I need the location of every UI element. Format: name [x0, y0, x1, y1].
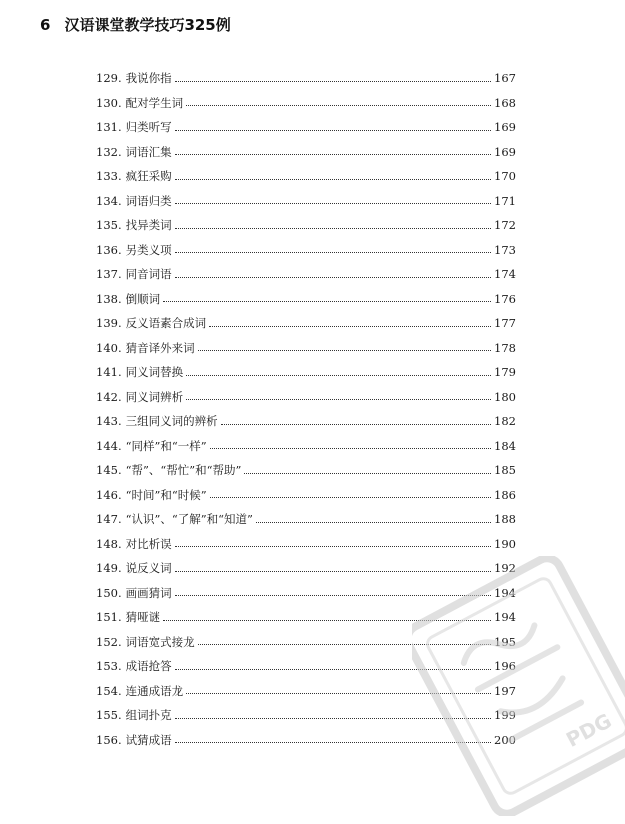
toc-entry — [96, 532, 516, 557]
toc-entry — [96, 262, 516, 287]
toc-entry-title: 同义词辨析 — [125, 389, 184, 404]
toc-dot-leader — [175, 203, 491, 204]
toc-entry-number: 147. — [96, 512, 122, 526]
toc-dot-leader — [175, 546, 491, 547]
toc-entry-title: 归类听写 — [125, 120, 172, 134]
toc-entry-page: 173 — [494, 242, 516, 257]
toc-dot-leader — [209, 326, 491, 327]
toc-entry-page: 199 — [494, 708, 516, 722]
toc-entry-title: “帮”、“帮忙”和“帮助” — [125, 463, 242, 477]
toc-entry-page: 171 — [494, 193, 516, 208]
toc-entry — [96, 483, 516, 508]
watermark-text: PDG — [562, 708, 616, 752]
toc-dot-leader — [256, 522, 491, 523]
toc-entry-page: 190 — [494, 536, 516, 551]
page-number: 6 — [40, 16, 51, 34]
toc-entry-page: 194 — [494, 585, 516, 600]
toc-entry-page: 172 — [494, 218, 516, 232]
toc-dot-leader — [186, 105, 491, 106]
toc-dot-leader — [210, 448, 491, 449]
toc-entry-page: 169 — [494, 144, 516, 159]
toc-entry — [96, 458, 516, 483]
toc-entry — [96, 507, 516, 532]
toc-dot-leader — [244, 473, 491, 474]
toc-entry-page: 180 — [494, 389, 516, 404]
toc-entry-page: 184 — [494, 438, 516, 453]
toc-entry-page: 188 — [494, 512, 516, 526]
toc-entry-title: 找异类词 — [125, 218, 172, 232]
toc-entry-page: 196 — [494, 659, 516, 673]
toc-entry-number: 129. — [96, 71, 122, 85]
toc-entry-title: 反义语素合成词 — [125, 316, 207, 330]
toc-entry-page: 169 — [494, 120, 516, 134]
toc-entry-page: 170 — [494, 169, 516, 183]
toc-dot-leader — [221, 424, 491, 425]
toc-entry-number: 135. — [96, 218, 122, 232]
toc-entry-title: “同样”和“一样” — [125, 438, 207, 453]
toc-entry-page: 200 — [494, 732, 516, 747]
toc-entry-title: 配对学生词 — [125, 95, 184, 110]
toc-entry-title: 词语汇集 — [125, 144, 172, 159]
toc-entry-page: 192 — [494, 561, 516, 575]
toc-entry-page: 179 — [494, 365, 516, 379]
toc-entry — [96, 336, 516, 361]
toc-entry — [96, 385, 516, 410]
toc-entry-page: 168 — [494, 95, 516, 110]
toc-dot-leader — [175, 130, 491, 131]
toc-entry — [96, 91, 516, 116]
toc-dot-leader — [163, 301, 491, 302]
toc-dot-leader — [198, 350, 491, 351]
toc-entry-title: “认识”、“了解”和“知道” — [125, 512, 253, 526]
watermark-seal-strokes — [459, 612, 585, 743]
toc-entry-page: 195 — [494, 634, 516, 649]
toc-dot-leader — [175, 277, 491, 278]
toc-entry-title: 画画猜词 — [125, 585, 172, 600]
toc-entry — [96, 164, 516, 189]
toc-entry-title: 三组同义词的辨析 — [125, 414, 218, 428]
toc-dot-leader — [175, 179, 491, 180]
toc-dot-leader — [186, 375, 491, 376]
toc-entry — [96, 409, 516, 434]
toc-entry-page: 177 — [494, 316, 516, 330]
toc-entry-title: 组词扑克 — [125, 708, 172, 722]
toc-entry — [96, 360, 516, 385]
toc-entry-title: 词语归类 — [125, 193, 172, 208]
watermark-seal-border — [412, 556, 625, 816]
toc-entry-number: 151. — [96, 610, 122, 624]
toc-entry-title: 我说你指 — [125, 71, 172, 85]
toc-entry-title: 说反义词 — [125, 561, 172, 575]
toc-entry-number: 130. — [96, 95, 122, 110]
toc-entry — [96, 140, 516, 165]
book-title: 汉语课堂教学技巧325例 — [64, 16, 231, 34]
toc-entry-title: “时间”和“时候” — [125, 487, 207, 502]
toc-entry-title: 猜音译外来词 — [125, 340, 195, 355]
page-header — [40, 14, 231, 35]
toc-entry-page: 178 — [494, 340, 516, 355]
toc-entry-number: 155. — [96, 708, 122, 722]
toc-entry — [96, 213, 516, 238]
toc-entry-title: 疯狂采购 — [125, 169, 172, 183]
toc-entry — [96, 434, 516, 459]
toc-entry-number: 134. — [96, 193, 122, 208]
toc-entry-number: 153. — [96, 659, 122, 673]
toc-entry-title: 同音词语 — [125, 267, 172, 281]
toc-entry-number: 140. — [96, 340, 122, 355]
toc-entry-page: 186 — [494, 487, 516, 502]
toc-entry-page: 167 — [494, 71, 516, 85]
toc-entry — [96, 66, 516, 91]
toc-entry-title: 倒顺词 — [125, 291, 161, 306]
toc-entry-page: 174 — [494, 267, 516, 281]
toc-entry-number: 146. — [96, 487, 122, 502]
toc-entry — [96, 115, 516, 140]
toc-entry-number: 154. — [96, 683, 122, 698]
toc-entry-page: 197 — [494, 683, 516, 698]
toc-entry — [96, 287, 516, 312]
toc-entry-number: 149. — [96, 561, 122, 575]
toc-entry-number: 156. — [96, 732, 122, 747]
toc-entry-title: 另类义项 — [125, 242, 172, 257]
toc-entry-number: 142. — [96, 389, 122, 404]
toc-dot-leader — [175, 81, 491, 82]
toc-entry-title: 连通成语龙 — [125, 683, 184, 698]
toc-entry-title: 词语宽式接龙 — [125, 634, 195, 649]
toc-entry-page: 194 — [494, 610, 516, 624]
toc-entry-number: 133. — [96, 169, 122, 183]
toc-dot-leader — [210, 497, 491, 498]
toc-entry-number: 150. — [96, 585, 122, 600]
toc-entry-number: 141. — [96, 365, 122, 379]
toc-entry-number: 131. — [96, 120, 122, 134]
toc-entry — [96, 238, 516, 263]
toc-entry-number: 137. — [96, 267, 122, 281]
toc-entry-number: 132. — [96, 144, 122, 159]
toc-entry-title: 猜哑谜 — [125, 610, 161, 624]
toc-entry-number: 143. — [96, 414, 122, 428]
toc-entry-title: 同义词替换 — [125, 365, 184, 379]
toc-entry-number: 145. — [96, 463, 122, 477]
toc-entry-number: 148. — [96, 536, 122, 551]
toc-entry-title: 对比析误 — [125, 536, 172, 551]
toc-dot-leader — [175, 252, 491, 253]
toc-entry-page: 176 — [494, 291, 516, 306]
toc-entry-number: 136. — [96, 242, 122, 257]
toc-entry-page: 182 — [494, 414, 516, 428]
toc-entry-title: 成语抢答 — [125, 659, 172, 673]
toc-entry-number: 138. — [96, 291, 122, 306]
toc-entry-title: 试猜成语 — [125, 732, 172, 747]
toc-entry — [96, 311, 516, 336]
toc-dot-leader — [186, 399, 491, 400]
toc-entry — [96, 189, 516, 214]
toc-entry-page: 185 — [494, 463, 516, 477]
toc-dot-leader — [175, 154, 491, 155]
toc-entry-number: 139. — [96, 316, 122, 330]
toc-entry-number: 144. — [96, 438, 122, 453]
toc-entry-number: 152. — [96, 634, 122, 649]
pdg-watermark — [412, 556, 625, 816]
toc-dot-leader — [175, 228, 491, 229]
